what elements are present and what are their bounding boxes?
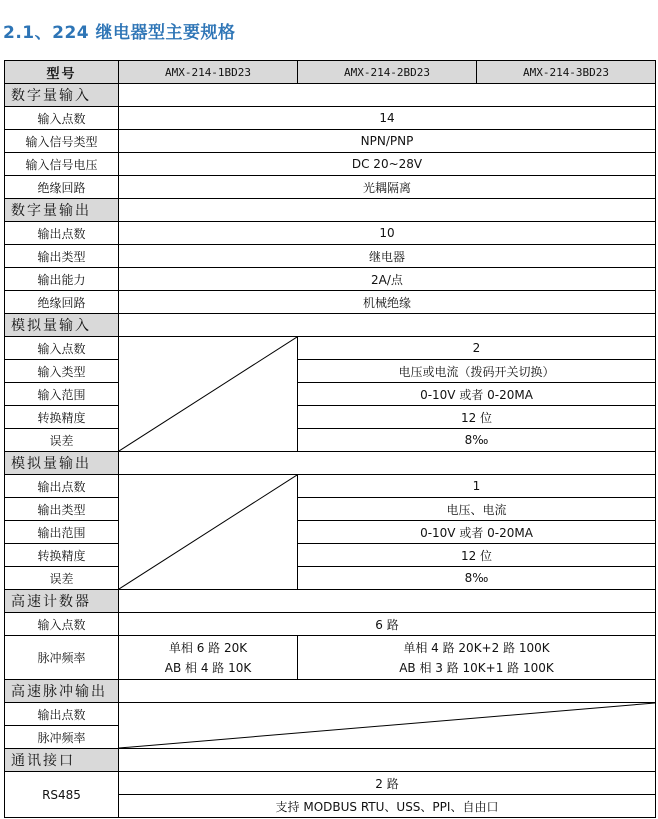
table-row [5,245,656,268]
table-row [5,360,656,383]
row-label: 输入类型 [5,360,119,383]
table-row [5,613,656,636]
model-1bd23: AMX-214-1BD23 [119,61,298,84]
table-row [5,772,656,795]
table-row [5,337,656,360]
row-value: DC 20~28V [119,153,656,176]
table-row [5,268,656,291]
row-label: 输入点数 [5,613,119,636]
row-value: 0-10V 或者 0-20MA [298,521,656,544]
model-2bd23: AMX-214-2BD23 [298,61,477,84]
row-value: 电压或电流（拨码开关切换） [298,360,656,383]
table-row [5,544,656,567]
row-value: 机械绝缘 [119,291,656,314]
freq-1bd23-line1: 单相 6 路 20K [168,640,248,655]
section-row-digital-input [5,84,656,107]
table-row [5,222,656,245]
section-analog-input: 模拟量输入 [5,314,119,337]
row-label: 输出点数 [5,222,119,245]
row-label: 输出类型 [5,245,119,268]
row-value: 12 位 [298,406,656,429]
row-label: 输入范围 [5,383,119,406]
row-label: 转换精度 [5,544,119,567]
not-applicable-cell [119,337,298,452]
row-label: 输出能力 [5,268,119,291]
row-value: 14 [119,107,656,130]
section-row-comm [5,749,656,772]
section-hs-pulse: 高速脉冲输出 [5,680,119,703]
section-row-analog-input [5,314,656,337]
model-3bd23: AMX-214-3BD23 [477,61,656,84]
section-hs-counter: 高速计数器 [5,590,119,613]
table-row [5,153,656,176]
diagonal-slash [119,475,297,589]
row-label: 输出点数 [5,703,119,726]
freq-1bd23-cell [119,636,298,680]
table-header-row [5,61,656,84]
row-value: 继电器 [119,245,656,268]
section-row-digital-output [5,199,656,222]
table-row [5,475,656,498]
row-value: 0-10V 或者 0-20MA [298,383,656,406]
section-analog-output: 模拟量输出 [5,452,119,475]
spec-table [4,60,656,818]
row-value: 1 [298,475,656,498]
model-header: 型号 [5,61,119,84]
row-label: 脉冲频率 [5,726,119,749]
row-value: 电压、电流 [298,498,656,521]
row-label: 输入点数 [5,107,119,130]
row-label: 绝缘回路 [5,176,119,199]
row-label: 误差 [5,567,119,590]
section-row-hs-counter [5,590,656,613]
row-label: 误差 [5,429,119,452]
row-value: NPN/PNP [119,130,656,153]
section-digital-output: 数字量输出 [5,199,119,222]
table-row [5,567,656,590]
row-value: 2A/点 [119,268,656,291]
row-value: 12 位 [298,544,656,567]
row-value: 8‰ [298,429,656,452]
row-value: 支持 MODBUS RTU、USS、PPI、自由口 [119,795,656,818]
table-row [5,521,656,544]
row-value: 光耦隔离 [119,176,656,199]
table-row [5,383,656,406]
row-label: 绝缘回路 [5,291,119,314]
row-value: 6 路 [119,613,656,636]
section-row-hs-pulse [5,680,656,703]
row-value: 2 [298,337,656,360]
table-row [5,130,656,153]
row-label: 转换精度 [5,406,119,429]
row-label: 输出范围 [5,521,119,544]
row-label: 输入信号电压 [5,153,119,176]
table-row [5,107,656,130]
section-row-analog-output [5,452,656,475]
freq-other-line1: 单相 4 路 20K+2 路 100K [403,640,550,655]
row-label: 输入点数 [5,337,119,360]
row-label: 输出点数 [5,475,119,498]
table-row [5,498,656,521]
row-label: 脉冲频率 [5,636,119,680]
row-value: 2 路 [119,772,656,795]
table-row [5,429,656,452]
not-applicable-cell [119,475,298,590]
diagonal-slash [119,337,297,451]
section-heading: 2.1、224 继电器型主要规格 [3,23,236,43]
table-row [5,176,656,199]
diagonal-slash [119,703,655,748]
not-applicable-cell [119,703,656,749]
table-row [5,291,656,314]
freq-other-line2: AB 相 3 路 10K+1 路 100K [399,660,554,675]
freq-other-cell [298,636,656,680]
table-row [5,703,656,726]
section-digital-input: 数字量输入 [5,84,119,107]
section-comm: 通讯接口 [5,749,119,772]
row-label: 输入信号类型 [5,130,119,153]
row-value: 10 [119,222,656,245]
row-label: RS485 [5,772,119,818]
table-row [5,636,656,680]
row-value: 8‰ [298,567,656,590]
table-row [5,406,656,429]
row-label: 输出类型 [5,498,119,521]
freq-1bd23-line2: AB 相 4 路 10K [164,660,252,675]
